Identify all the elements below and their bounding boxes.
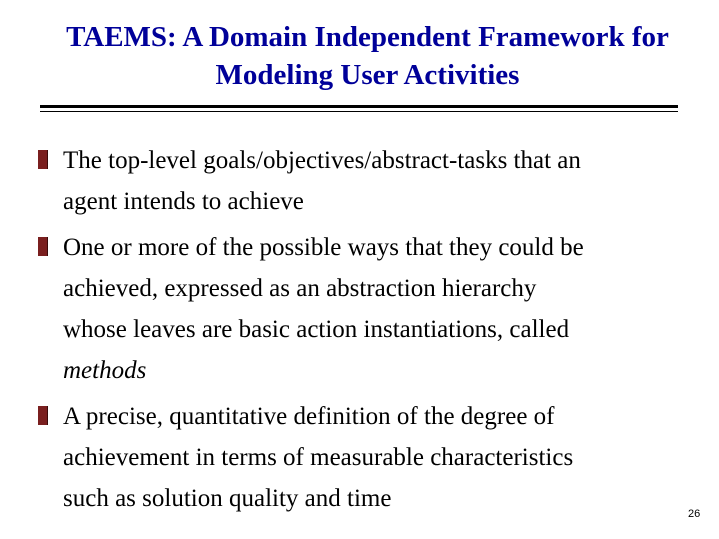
bullet-line: One or more of the possible ways that they could be	[63, 234, 584, 261]
bullet-line-methods-term: methods	[63, 357, 147, 384]
bullet-line: agent intends to achieve	[63, 188, 304, 215]
bullet-line: achievement in terms of measurable characteristics	[63, 444, 574, 471]
bullet-text	[63, 140, 683, 222]
bullet-text	[63, 396, 683, 519]
bullet-marker-icon	[38, 406, 48, 425]
bullet-line: A precise, quantitative definition of the degree of	[63, 403, 555, 430]
bullet-line: whose leaves are basic action instantiations, called	[63, 316, 570, 343]
bullet-marker-icon	[38, 150, 48, 169]
title-divider-thick	[40, 105, 678, 108]
slide-title-line-1: TAEMS: A Domain Independent Framework for	[66, 21, 669, 53]
bullet-text	[63, 227, 683, 391]
bullet-marker-icon	[38, 237, 48, 256]
bullet-line: achieved, expressed as an abstraction hierarchy	[63, 275, 537, 302]
slide-title-line-2: Modeling User Activities	[215, 59, 520, 91]
page-number: 26	[688, 508, 701, 520]
slide-title	[0, 18, 719, 94]
bullet-line: The top-level goals/objectives/abstract-tasks that an	[63, 147, 581, 174]
bullet-line: such as solution quality and time	[63, 485, 392, 512]
title-divider-thin	[40, 111, 678, 112]
